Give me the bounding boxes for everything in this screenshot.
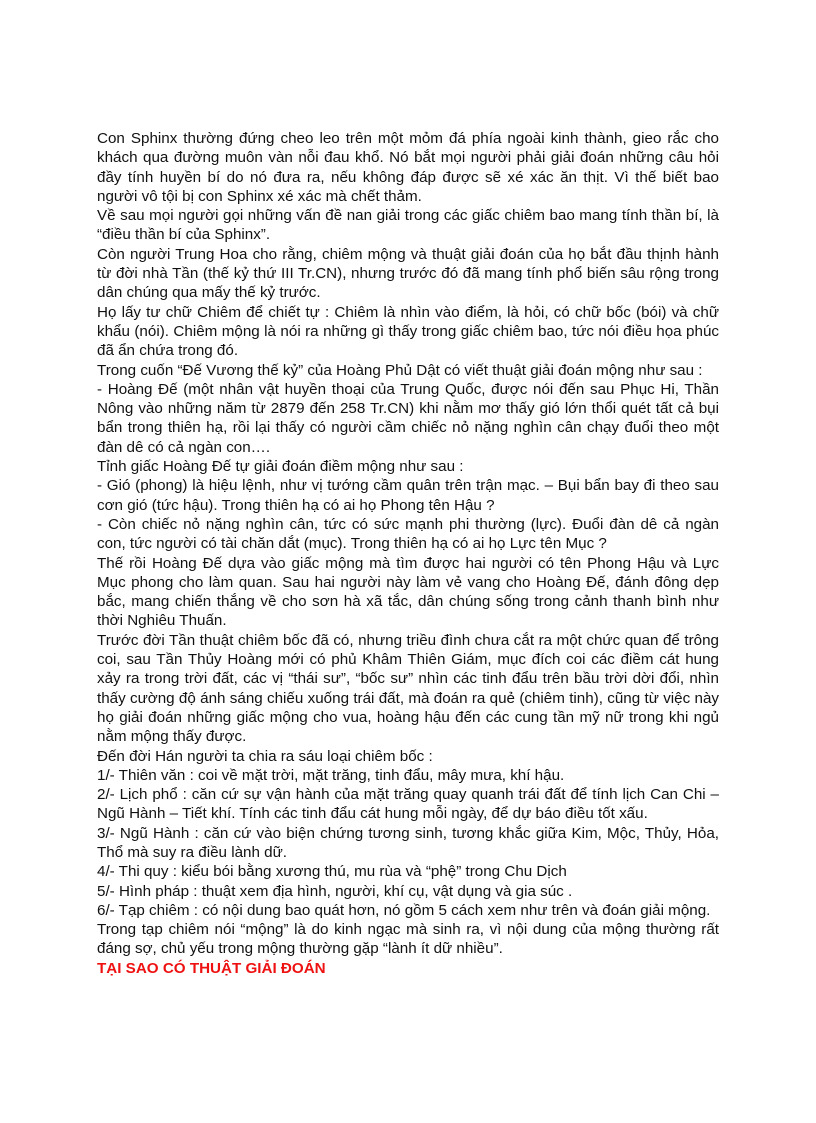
document-body (97, 129, 719, 978)
paragraph: Còn người Trung Hoa cho rằng, chiêm mộng và thuật giải đoán của họ bắt đầu thịnh hành từ đời nhà Tần (thế kỷ thứ III Tr.CN), nhưng trước đó đã mang tính phổ biến sâu rộng trong dân chúng qua mấy thế kỷ trước. (97, 245, 719, 302)
list-item: 1/- Thiên văn : coi về mặt trời, mặt trăng, tinh đẩu, mây mưa, khí hậu. (97, 766, 565, 784)
list-item: 2/- Lịch phổ : căn cứ sự vận hành của mặt trăng quay quanh trái đất để tính lịch Can Chi – Ngũ Hành – Tiết khí. Tính các tinh đẩu cát hung mỗi ngày, để dự báo điều tốt xấu. (97, 786, 719, 823)
paragraph: - Hoàng Đế (một nhân vật huyền thoại của Trung Quốc, được nói đến sau Phục Hi, Thần Nông vào những năm từ 2879 đến 258 Tr.CN) khi nằm mơ thấy gió lớn thổi quét tất cả bụi bẩn trong thiên hạ, rồi lại thấy có người cầm chiếc nỏ nặng nghìn cân chạy đuổi theo một đàn dê có cả ngàn con…. (97, 380, 719, 456)
paragraph: Thế rồi Hoàng Đế dựa vào giấc mộng mà tìm được hai người có tên Phong Hậu và Lực Mục phong cho làm quan. Sau hai người này làm vẻ vang cho Hoàng Đế, đánh đông dẹp bắc, mang chiến thắng về cho sơn hà xã tắc, dân chúng sống trong cảnh thanh bình như thời Nghiêu Thuấn. (97, 554, 719, 630)
paragraph: Tỉnh giấc Hoàng Đế tự giải đoán điềm mộng như sau : (97, 458, 464, 476)
paragraph: Con Sphinx thường đứng cheo leo trên một mỏm đá phía ngoài kinh thành, gieo rắc cho khách qua đường muôn vàn nỗi đau khổ. Nó bắt mọi người phải giải đoán những câu hỏi đầy tính huyền bí do nó đưa ra, nếu không đáp được sẽ xé xác ăn thịt. Vì thế biết bao người vô tội bị con Sphinx xé xác mà chết thảm. (97, 130, 719, 205)
list-item: 4/- Thi quy : kiểu bói bằng xương thú, mu rùa và “phệ” trong Chu Dịch (97, 863, 567, 881)
paragraph: Đến đời Hán người ta chia ra sáu loại chiêm bốc : (97, 747, 433, 765)
paragraph: Trước đời Tần thuật chiêm bốc đã có, nhưng triều đình chưa cắt ra một chức quan để trông coi, sau Tần Thủy Hoàng mới có phủ Khâm Thiên Giám, mục đích coi các điềm cát hung xảy ra trong trời đất, các vị “thái sư”, “bốc sư” nhìn các tinh đẩu trên bầu trời dời đổi, nhìn thấy cường độ ánh sáng chiếu xuống trái đất, mà đoán ra quẻ (chiêm tinh), cũng từ việc này họ giải đoán những giấc mộng cho vua, hoàng hậu đến các cung tần mỹ nữ trong khi ngủ nằm mộng thấy được. (97, 631, 719, 746)
paragraph: Họ lấy tư chữ Chiêm để chiết tự : Chiêm là nhìn vào điểm, là hỏi, có chữ bốc (bói) và chữ khẩu (nói). Chiêm mộng là nói ra những gì thấy trong giấc chiêm bao, tức nói điều họa phúc đã ẩn chứa trong đó. (97, 303, 719, 360)
paragraph: Trong tạp chiêm nói “mộng” là do kinh ngạc mà sinh ra, vì nội dung của mộng thường rất đáng sợ, chủ yếu trong mộng thường gặp “lành ít dữ nhiều”. (97, 921, 719, 958)
paragraph: - Còn chiếc nỏ nặng nghìn cân, tức có sức mạnh phi thường (lực). Đuổi đàn dê cả ngàn con, tức người có tài chăn dắt (mục). Trong thiên hạ có ai họ Lực tên Mục ? (97, 515, 719, 553)
list-item: 6/- Tạp chiêm : có nội dung bao quát hơn, nó gồm 5 cách xem như trên và đoán giải mộng. (97, 901, 711, 919)
list-item: 5/- Hình pháp : thuật xem địa hình, người, khí cụ, vật dụng và gia súc . (97, 882, 573, 900)
list-item: 3/- Ngũ Hành : căn cứ vào biện chứng tương sinh, tương khắc giữa Kim, Mộc, Thủy, Hỏa, Thổ mà suy ra điều lành dữ. (97, 824, 719, 861)
paragraph: Trong cuốn “Đế Vương thế kỷ” của Hoàng Phủ Dật có viết thuật giải đoán mộng như sau : (97, 361, 703, 379)
paragraph: - Gió (phong) là hiệu lệnh, như vị tướng cầm quân trên trận mạc. – Bụi bẩn bay đi theo sau cơn gió (tức hậu). Trong thiên hạ có ai họ Phong tên Hậu ? (97, 477, 719, 514)
paragraph: Về sau mọi người gọi những vấn đề nan giải trong các giấc chiêm bao mang tính thần bí, là “điều thần bí của Sphinx”. (97, 207, 719, 244)
section-heading: TẠI SAO CÓ THUẬT GIẢI ĐOÁN (97, 959, 326, 977)
